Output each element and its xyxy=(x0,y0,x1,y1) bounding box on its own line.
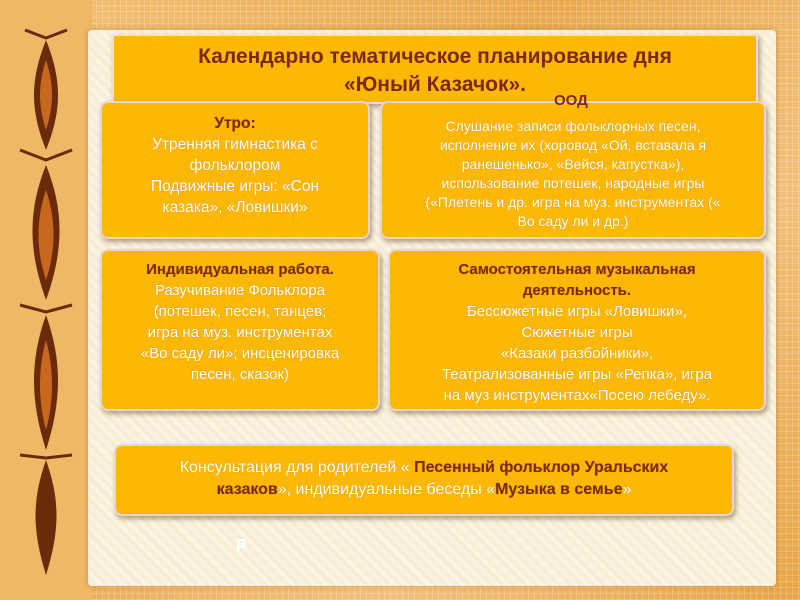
morning-heading: Утро: xyxy=(214,115,256,132)
independent-line: Бессюжетные игры «Ловишки», xyxy=(466,303,688,320)
parent-consultation-box xyxy=(114,444,734,516)
ood-box xyxy=(380,101,766,239)
independent-line: «Казаки разбойники», xyxy=(500,345,654,362)
morning-line: Утренняя гимнастика с xyxy=(152,136,318,153)
independent-line: Театрализованные игры «Репка», игра xyxy=(441,366,713,383)
individual-line: (потешек, песен, танцев; xyxy=(153,303,327,320)
title-line-2: «Юный Казачок». xyxy=(343,73,527,96)
consult-topic-cont: казаков xyxy=(216,481,278,498)
consult-text: » xyxy=(622,481,632,498)
independent-line: на муз инструментах«Посею лебеду». xyxy=(443,387,711,404)
ood-line: ранешенько», «Вейся, капустка»), xyxy=(461,156,685,172)
morning-line: Подвижные игры: «Сон xyxy=(150,178,320,195)
ood-line: Во саду ли и др.) xyxy=(517,213,629,229)
individual-heading: Индивидуальная работа. xyxy=(146,261,334,278)
individual-work-box xyxy=(100,249,380,411)
ood-line: использование потешек, народные игры xyxy=(441,175,705,191)
morning-line: казака», «Ловишки» xyxy=(162,199,308,216)
individual-line: «Во саду ли»; инсценировка xyxy=(140,345,340,362)
stray-letter: р xyxy=(236,533,247,552)
ood-line: исполнение их (хоровод «Ой, вставала я xyxy=(439,137,707,153)
individual-line: Разучивание Фольклора xyxy=(154,282,326,299)
independent-line: Сюжетные игры xyxy=(521,324,633,341)
morning-box xyxy=(100,101,370,239)
ood-heading: ООД xyxy=(554,92,588,109)
consult-text: Консультация для родителей « xyxy=(179,459,415,476)
independent-heading: Самостоятельная музыкальная xyxy=(458,261,696,278)
consult-talk-topic: Музыка в семье xyxy=(495,481,623,498)
consult-text: », индивидуальные беседы « xyxy=(277,481,496,498)
independent-heading: деятельность. xyxy=(522,282,632,299)
individual-line: игра на муз. инструментах xyxy=(147,324,333,341)
independent-activity-box xyxy=(388,249,766,411)
ornament-border xyxy=(0,0,92,600)
morning-line: фольклором xyxy=(189,157,281,174)
consult-topic: Песенный фольклор Уральских xyxy=(414,459,669,476)
individual-line: песен, сказок) xyxy=(190,366,290,383)
title-line-1: Календарно тематическое планирование дня xyxy=(198,45,672,68)
ood-line: Слушание записи фольклорных песен, xyxy=(445,118,701,134)
ood-line: («Плетень и др. игра на муз. инструментах (« xyxy=(425,194,721,210)
slide-title xyxy=(112,34,758,104)
